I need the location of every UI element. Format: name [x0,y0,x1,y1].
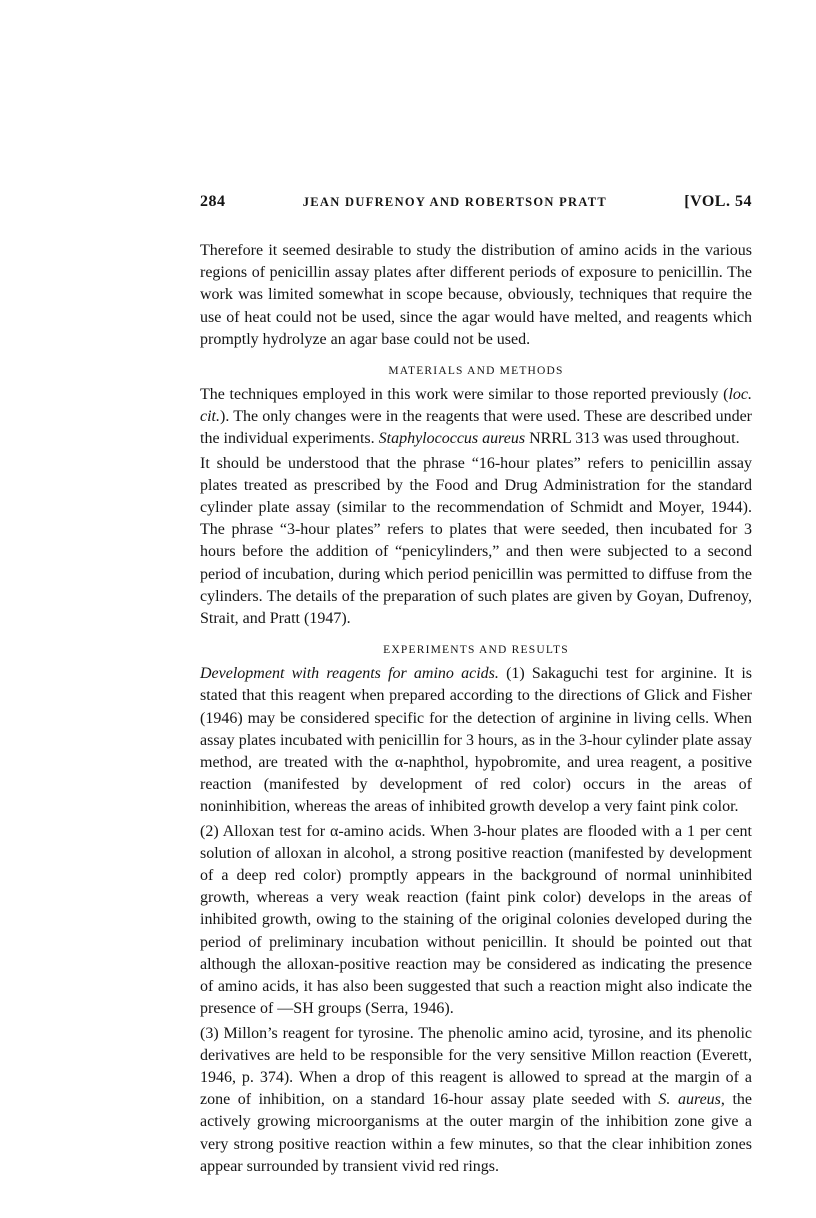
page-number: 284 [200,193,226,210]
materials-paragraph-2: It should be understood that the phrase “16-hour plates” refers to penicillin assay plates treated as prescribed by the Food and Drug Administration for the standard cylinder plate assay (similar to the recommendation of Schmidt and Moyer, 1944). The phrase “3-hour plates” refers to plates that were seeded, then incubated for 3 hours before the addition of “penicylinders,” and then were subjected to a second period of incubation, during which period penicillin was permitted to diffuse from the cylinders. The details of the preparation of such plates are given by Goyan, Dufrenoy, Strait, and Pratt (1947). [200,454,752,628]
materials-heading: MATERIALS AND METHODS [388,365,564,378]
intro-paragraph: Therefore it seemed desirable to study the distribution of amino acids in the various regions of penicillin assay plates after different periods of exposure to penicillin. The work was limited somewhat in scope because, obviously, techniques that require the use of heat could not be used, since the agar would have melted, and reagents which promptly hydrolyze an agar base could not be used. [200,242,752,348]
experiments-paragraph-2: (2) Alloxan test for α-amino acids. When 3-hour plates are flooded with a 1 per cent solution of alloxan in alcohol, a strong positive reaction (manifested by development of a deep red color) promptly appears in the background of normal uninhibited growth, whereas a very weak reaction (faint pink color) develops in the areas of inhibited growth, owing to the staining of the original colonies developed during the period of preliminary incubation without penicillin. It should be pointed out that although the alloxan-positive reaction may be considered as indicating the presence of amino acids, it has also been suggested that such a reaction might also indicate the presence of —SH groups (Serra, 1946). [200,822,752,1018]
experiments-heading: EXPERIMENTS AND RESULTS [383,644,569,657]
materials-paragraph-1: The techniques employed in this work were similar to those reported previously (loc. cit.). The only changes were in the reagents that were used. These are described under the individual experiments. Staphylococcus aureus NRRL 313 was used throughout. [200,386,752,448]
volume-label: [VOL. 54 [684,193,752,210]
species-italic: Staphylococcus aureus [378,430,526,448]
journal-page [200,193,752,1178]
subsection-title: Development with reagents for amino acids. [200,665,499,683]
running-header [200,193,752,215]
citation-italic: loc. cit. [200,386,752,426]
running-title: JEAN DUFRENOY AND ROBERTSON PRATT [302,195,608,209]
experiments-paragraph-3: (3) Millon’s reagent for tyrosine. The phenolic amino acid, tyrosine, and its phenolic derivatives are held to be responsible for the very sensitive Millon reaction (Everett, 1946, p. 374). When a drop of this reagent is allowed to spread at the margin of a zone of inhibition, on a standard 16-hour assay plate seeded with S. aureus, the actively growing microorganisms at the outer margin of the inhibition zone give a very strong positive reaction within a few minutes, so that the clear inhibition zones appear surrounded by transient vivid red rings. [200,1024,753,1175]
experiments-paragraph-1: Development with reagents for amino acids. (1) Sakaguchi test for arginine. It is stated that this reagent when prepared according to the directions of Glick and Fisher (1946) may be considered specific for the detection of arginine in living cells. When assay plates incubated with penicillin for 3 hours, as in the 3-hour cylinder plate assay method, are treated with the α-naphthol, hypobromite, and urea reagent, a positive reaction (manifested by development of red color) occurs in the areas of noninhibition, whereas the areas of inhibited growth develop a very faint pink color. [200,665,752,816]
species-italic: S. aureus [658,1091,721,1109]
